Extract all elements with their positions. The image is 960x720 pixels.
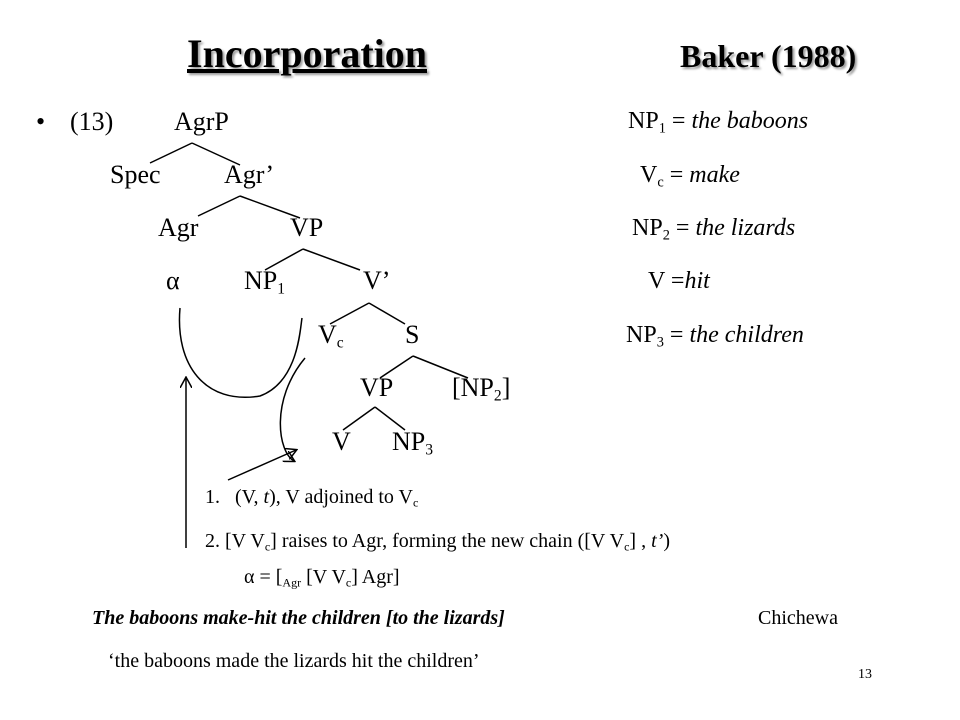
node-v-bar: V’ (363, 266, 391, 295)
node-agr-bar: Agr’ (224, 160, 275, 189)
branch-vbar-s (369, 303, 405, 324)
example-language: Chichewa (758, 607, 838, 629)
node-vc: $V_c$ (318, 320, 344, 352)
example-sentence: The baboons make-hit the children [to the lizards] (92, 607, 505, 629)
page-number: 13 (858, 667, 872, 682)
node-np3: $NP_3$ (392, 427, 434, 459)
curve-vc-to-v-arrow (280, 358, 305, 461)
node-vp-top: VP (290, 213, 324, 242)
alpha-definition: $\alpha = [_{Agr}$ [V $V_c$] Agr] (244, 566, 400, 590)
node-np2: $[NP_2]$ (452, 373, 511, 405)
node-alpha: α (166, 266, 180, 295)
example-translation: ‘the baboons made the lizards hit the children’ (108, 650, 480, 672)
example-number: (13) (70, 107, 114, 136)
gloss-v: V =hit (648, 268, 710, 294)
step-1: 1. (V, t), V adjoined to $V_c$ (205, 486, 419, 510)
branch-vp-vbar (303, 249, 360, 270)
node-v: V (332, 427, 351, 456)
curve-alpha-to-vc (179, 308, 302, 397)
node-agr: Agr (158, 213, 199, 242)
gloss-vc: $V_c$ = make (640, 162, 740, 191)
branch-agrbar-agr (198, 196, 240, 216)
gloss-np3: $NP_3$ = the children (626, 322, 804, 351)
node-spec: Spec (110, 160, 161, 189)
node-vp-low: VP (360, 373, 394, 402)
gloss-np1: $NP_1$ = the baboons (628, 108, 809, 137)
node-s: S (405, 320, 420, 349)
gloss-np2: $NP_2$ = the lizards (632, 215, 796, 244)
node-np1: $NP_1$ (244, 266, 286, 298)
slide-title: Incorporation (187, 31, 427, 76)
step-2: 2. [V $V_c$] raises to Agr, forming the new chain ([V $V_c$] , t’) (205, 530, 670, 554)
bullet: • (36, 107, 46, 136)
node-agrp: AgrP (174, 107, 229, 136)
slide-author: Baker (1988) (680, 38, 857, 74)
arrow-to-v (228, 450, 296, 480)
